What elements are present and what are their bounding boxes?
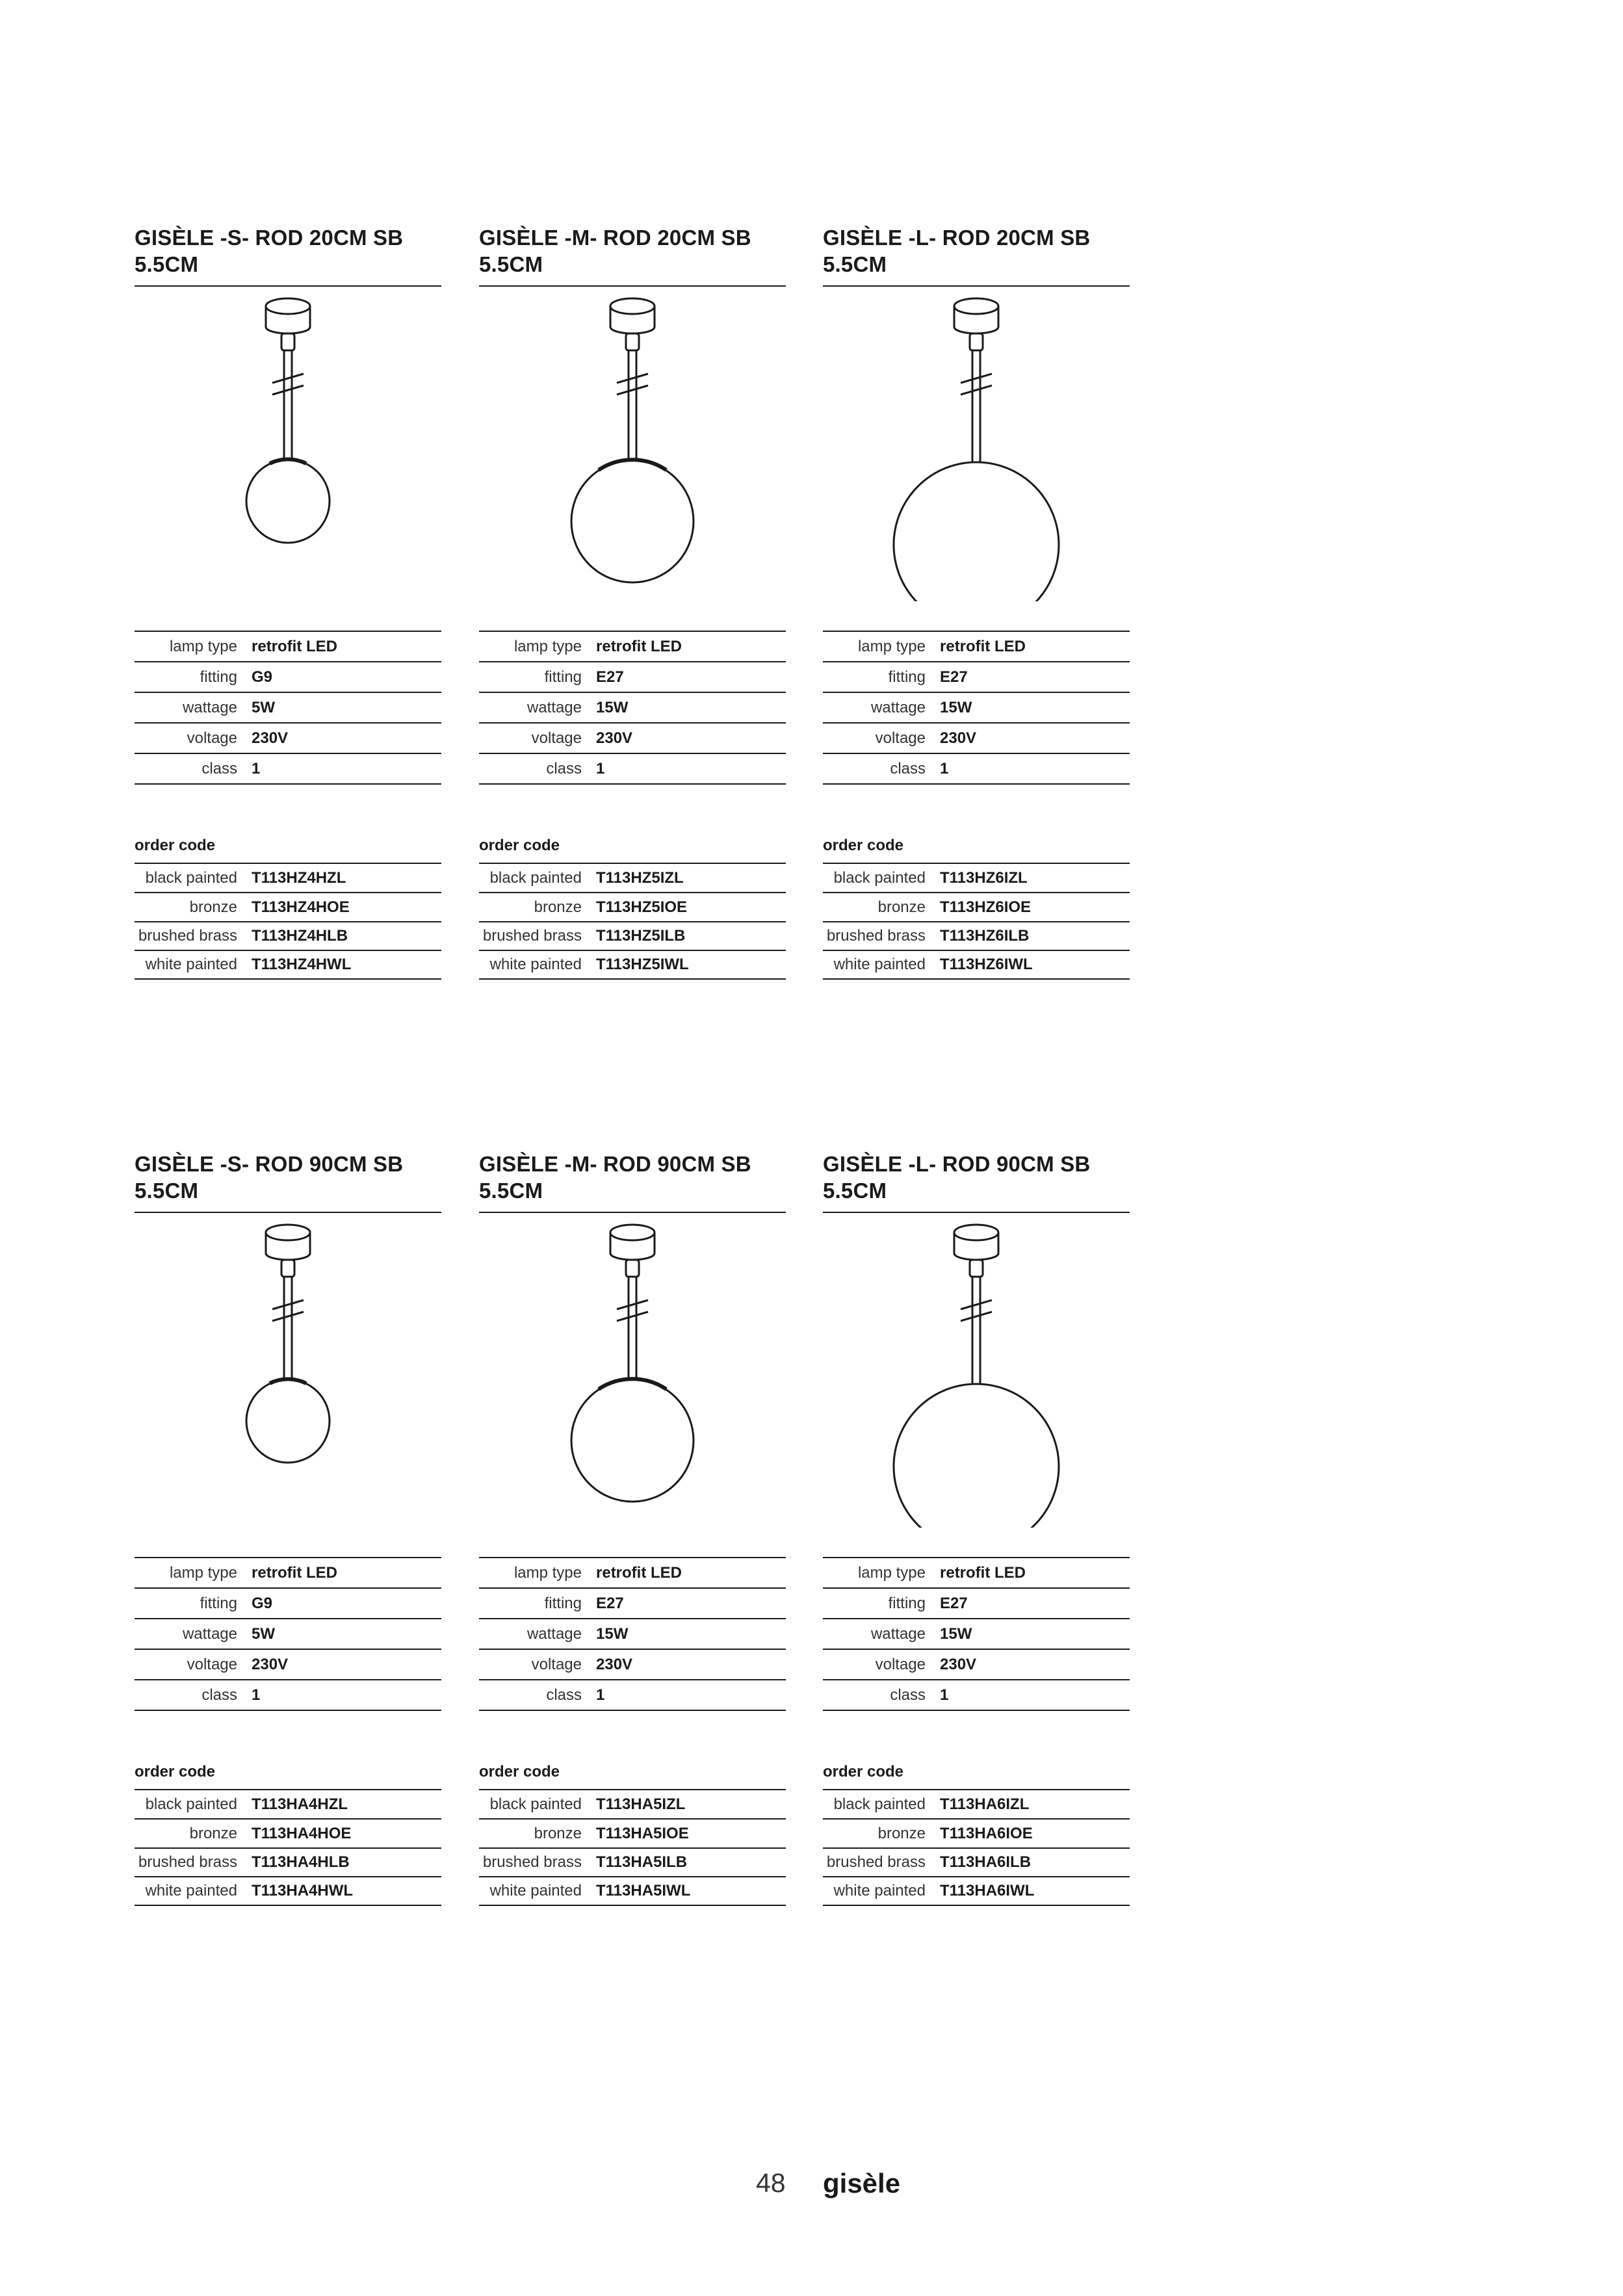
spec-label: fitting: [888, 668, 926, 686]
spec-label: wattage: [182, 698, 237, 716]
spec-row: [479, 1680, 786, 1711]
order-code-table: [823, 863, 1130, 980]
order-row: [135, 951, 441, 980]
spec-label: wattage: [870, 1624, 926, 1643]
spec-table: [823, 1557, 1130, 1711]
lamp-drawing: [823, 1222, 1130, 1528]
finish-label: brushed brass: [138, 1853, 237, 1871]
order-code: T113HA4HOE: [252, 1824, 352, 1842]
spec-label: fitting: [200, 1594, 237, 1612]
finish-label: black painted: [489, 868, 582, 887]
spec-row: [135, 1558, 441, 1589]
product-title: GISÈLE -S- ROD 20CM SB 5.5CM: [135, 224, 441, 287]
order-code-table: [479, 1789, 786, 1906]
order-row: [479, 1849, 786, 1877]
order-code-heading: order code: [135, 1763, 216, 1781]
spec-label: fitting: [200, 668, 237, 686]
spec-row: [823, 693, 1130, 724]
spec-row: [479, 1589, 786, 1619]
spec-row: [479, 1650, 786, 1680]
order-code-heading: order code: [823, 1763, 904, 1781]
spec-value: 230V: [596, 729, 633, 747]
spec-label: class: [546, 1686, 582, 1704]
order-row: [479, 864, 786, 893]
spec-row: [823, 724, 1130, 754]
spec-value: E27: [596, 668, 624, 686]
product-title: GISÈLE -S- ROD 90CM SB 5.5CM: [135, 1151, 441, 1213]
order-row: [823, 864, 1130, 893]
spec-row: [135, 632, 441, 662]
product-card-m-20: [479, 224, 786, 973]
order-code: T113HZ4HLB: [252, 927, 348, 945]
finish-label: white painted: [489, 1882, 582, 1899]
spec-value: 230V: [940, 1655, 977, 1673]
spec-row: [823, 1680, 1130, 1711]
finish-label: black painted: [145, 1795, 237, 1813]
spec-label: wattage: [182, 1624, 237, 1643]
finish-label: bronze: [189, 1824, 237, 1842]
order-code-heading: order code: [823, 837, 904, 854]
order-code: T113HA6IOE: [940, 1824, 1033, 1842]
spec-label: fitting: [888, 1594, 926, 1612]
spec-value: 230V: [252, 1655, 289, 1673]
order-code-table: [479, 863, 786, 980]
spec-value: 15W: [940, 1624, 972, 1643]
order-code: T113HZ4HWL: [252, 956, 352, 973]
spec-label: voltage: [531, 1655, 582, 1673]
spec-value: 5W: [252, 1624, 275, 1643]
order-row: [135, 1877, 441, 1906]
finish-label: white painted: [145, 1882, 237, 1899]
order-row: [479, 893, 786, 922]
finish-label: bronze: [534, 1824, 582, 1842]
order-code-table: [135, 863, 441, 980]
spec-row: [479, 754, 786, 785]
spec-row: [135, 1650, 441, 1680]
spec-value: 230V: [596, 1655, 633, 1673]
spec-row: [823, 1650, 1130, 1680]
order-row: [479, 922, 786, 951]
page-number: 48: [756, 2168, 786, 2198]
product-title: GISÈLE -L- ROD 20CM SB 5.5CM: [823, 224, 1130, 287]
spec-value: 1: [252, 759, 261, 777]
spec-label: wattage: [870, 698, 926, 716]
pendant-lamp-icon: [823, 296, 1130, 601]
spec-value: G9: [252, 668, 273, 686]
order-row: [823, 893, 1130, 922]
finish-label: bronze: [189, 898, 237, 916]
spec-value: 15W: [596, 698, 629, 716]
spec-label: class: [201, 759, 237, 777]
order-row: [135, 1790, 441, 1820]
order-code: T113HA5IOE: [596, 1824, 689, 1842]
pendant-lamp-icon: [135, 296, 441, 601]
spec-value: 230V: [940, 729, 977, 747]
spec-value: 15W: [940, 698, 972, 716]
spec-value: 1: [940, 759, 949, 777]
spec-value: E27: [940, 668, 968, 686]
spec-label: voltage: [187, 729, 237, 747]
spec-label: wattage: [526, 698, 582, 716]
spec-row: [479, 1558, 786, 1589]
order-code: T113HA5ILB: [596, 1853, 688, 1871]
order-code-table: [135, 1789, 441, 1906]
order-code-heading: order code: [479, 1763, 560, 1781]
product-card-l-20: [823, 224, 1130, 973]
order-row: [823, 1877, 1130, 1906]
brand-name: gisèle: [823, 2168, 901, 2198]
product-card-m-90: [479, 1151, 786, 1899]
spec-value: retrofit LED: [252, 637, 337, 655]
order-code: T113HA4HWL: [252, 1882, 354, 1899]
spec-label: voltage: [875, 1655, 926, 1673]
spec-row: [135, 724, 441, 754]
order-code: T113HZ5IWL: [596, 956, 689, 973]
spec-label: class: [890, 1686, 926, 1704]
spec-row: [823, 632, 1130, 662]
order-code: T113HA4HZL: [252, 1795, 348, 1813]
spec-label: class: [890, 759, 926, 777]
spec-row: [135, 754, 441, 785]
spec-row: [823, 754, 1130, 785]
order-code: T113HA4HLB: [252, 1853, 350, 1871]
spec-value: 1: [940, 1686, 949, 1704]
spec-row: [479, 662, 786, 693]
spec-row: [823, 1558, 1130, 1589]
spec-label: class: [201, 1686, 237, 1704]
spec-row: [479, 632, 786, 662]
order-code-heading: order code: [135, 837, 216, 854]
spec-value: 5W: [252, 698, 275, 716]
spec-value: retrofit LED: [940, 637, 1026, 655]
finish-label: black painted: [145, 868, 237, 887]
product-card-l-90: [823, 1151, 1130, 1899]
page-footer: [0, 2168, 1623, 2207]
order-row: [823, 1820, 1130, 1849]
spec-label: lamp type: [513, 1563, 582, 1582]
order-code: T113HZ5IZL: [596, 868, 684, 887]
order-row: [479, 1820, 786, 1849]
order-row: [135, 864, 441, 893]
pendant-lamp-icon: [135, 1222, 441, 1528]
spec-label: fitting: [544, 668, 582, 686]
spec-label: voltage: [875, 729, 926, 747]
order-row: [135, 922, 441, 951]
spec-label: fitting: [544, 1594, 582, 1612]
spec-value: retrofit LED: [596, 1563, 682, 1582]
order-code: T113HZ5IOE: [596, 898, 688, 916]
spec-table: [823, 631, 1130, 785]
order-code: T113HZ6IWL: [940, 956, 1033, 973]
spec-label: voltage: [531, 729, 582, 747]
finish-label: brushed brass: [826, 1853, 926, 1871]
spec-row: [823, 1589, 1130, 1619]
order-code: T113HA5IWL: [596, 1882, 691, 1899]
spec-row: [135, 1619, 441, 1650]
order-row: [823, 922, 1130, 951]
finish-label: white painted: [145, 956, 237, 973]
order-code: T113HZ6IZL: [940, 868, 1028, 887]
lamp-drawing: [135, 1222, 441, 1528]
pendant-lamp-icon: [823, 1222, 1130, 1528]
order-code: T113HA6IWL: [940, 1882, 1035, 1899]
spec-label: lamp type: [169, 1563, 237, 1582]
spec-row: [479, 724, 786, 754]
finish-label: black painted: [489, 1795, 582, 1813]
finish-label: white painted: [489, 956, 582, 973]
finish-label: white painted: [833, 956, 926, 973]
lamp-drawing: [479, 296, 786, 601]
spec-value: retrofit LED: [940, 1563, 1026, 1582]
finish-label: brushed brass: [138, 927, 237, 945]
spec-value: retrofit LED: [252, 1563, 337, 1582]
spec-value: retrofit LED: [596, 637, 682, 655]
finish-label: bronze: [534, 898, 582, 916]
finish-label: bronze: [877, 898, 926, 916]
spec-table: [135, 631, 441, 785]
order-code-table: [823, 1789, 1130, 1906]
spec-label: lamp type: [857, 637, 926, 655]
order-code: T113HZ6ILB: [940, 927, 1030, 945]
order-code: T113HZ5ILB: [596, 927, 686, 945]
pendant-lamp-icon: [479, 1222, 786, 1528]
spec-table: [135, 1557, 441, 1711]
spec-value: 1: [252, 1686, 261, 1704]
lamp-drawing: [479, 1222, 786, 1528]
spec-label: class: [546, 759, 582, 777]
spec-row: [135, 1589, 441, 1619]
spec-table: [479, 631, 786, 785]
order-code: T113HA5IZL: [596, 1795, 686, 1813]
order-row: [135, 893, 441, 922]
spec-value: E27: [596, 1594, 624, 1612]
spec-value: E27: [940, 1594, 968, 1612]
spec-value: 1: [596, 759, 605, 777]
finish-label: black painted: [833, 1795, 926, 1813]
finish-label: brushed brass: [826, 927, 926, 945]
lamp-drawing: [823, 296, 1130, 601]
order-code-heading: order code: [479, 837, 560, 854]
spec-row: [135, 693, 441, 724]
spec-label: lamp type: [857, 1563, 926, 1582]
spec-value: 15W: [596, 1624, 629, 1643]
order-row: [135, 1849, 441, 1877]
order-row: [479, 1790, 786, 1820]
order-row: [479, 951, 786, 980]
finish-label: black painted: [833, 868, 926, 887]
spec-row: [135, 662, 441, 693]
spec-value: 230V: [252, 729, 289, 747]
order-code: T113HA6ILB: [940, 1853, 1032, 1871]
order-row: [823, 1790, 1130, 1820]
order-row: [135, 1820, 441, 1849]
order-row: [479, 1877, 786, 1906]
product-title: GISÈLE -L- ROD 90CM SB 5.5CM: [823, 1151, 1130, 1213]
lamp-drawing: [135, 296, 441, 601]
spec-value: G9: [252, 1594, 273, 1612]
product-card-s-20: [135, 224, 441, 973]
order-code: T113HZ6IOE: [940, 898, 1032, 916]
spec-row: [479, 693, 786, 724]
order-row: [823, 951, 1130, 980]
spec-table: [479, 1557, 786, 1711]
order-row: [823, 1849, 1130, 1877]
spec-row: [135, 1680, 441, 1711]
finish-label: brushed brass: [482, 1853, 582, 1871]
order-code: T113HZ4HZL: [252, 868, 346, 887]
spec-row: [823, 662, 1130, 693]
order-code: T113HA6IZL: [940, 1795, 1030, 1813]
spec-label: wattage: [526, 1624, 582, 1643]
product-title: GISÈLE -M- ROD 90CM SB 5.5CM: [479, 1151, 786, 1213]
product-title: GISÈLE -M- ROD 20CM SB 5.5CM: [479, 224, 786, 287]
finish-label: white painted: [833, 1882, 926, 1899]
order-code: T113HZ4HOE: [252, 898, 350, 916]
product-card-s-90: [135, 1151, 441, 1899]
pendant-lamp-icon: [479, 296, 786, 601]
spec-row: [823, 1619, 1130, 1650]
spec-label: lamp type: [513, 637, 582, 655]
finish-label: brushed brass: [482, 927, 582, 945]
spec-row: [479, 1619, 786, 1650]
spec-label: lamp type: [169, 637, 237, 655]
spec-label: voltage: [187, 1655, 237, 1673]
finish-label: bronze: [877, 1824, 926, 1842]
spec-value: 1: [596, 1686, 605, 1704]
